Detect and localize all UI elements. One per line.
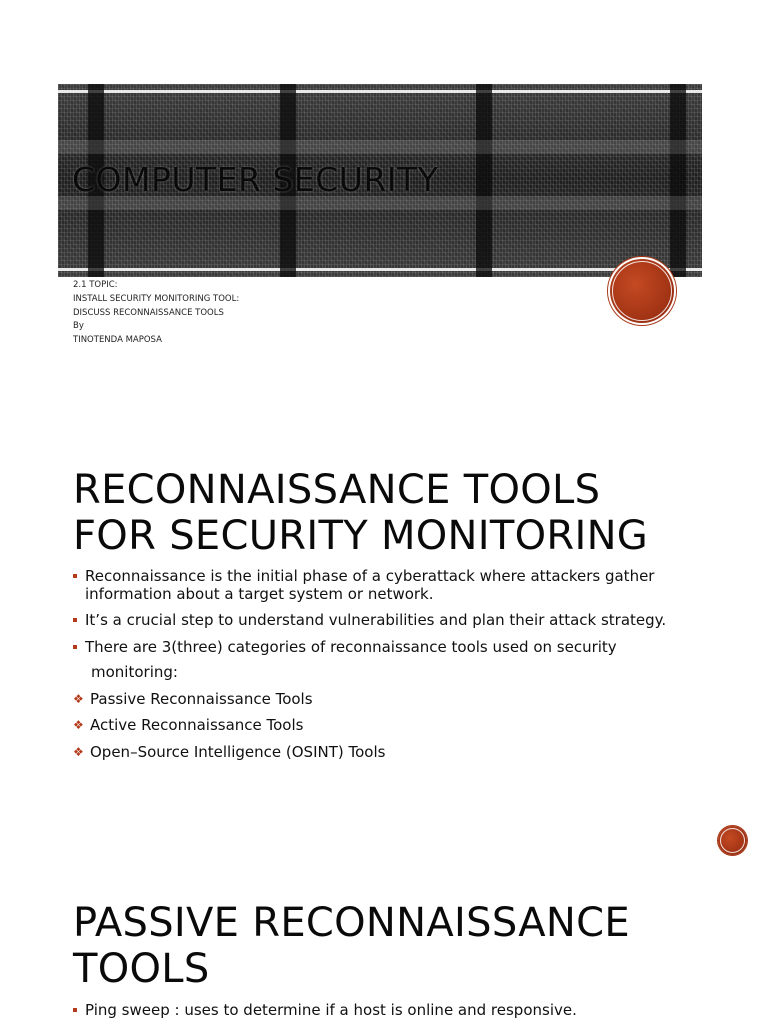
topic-line: DISCUSS RECONNAISSANCE TOOLS (73, 307, 224, 318)
slide3-title-line2: TOOLS (73, 946, 210, 992)
bullet-text: Ping sweep : uses to determine if a host is online and responsive. (85, 1001, 577, 1019)
diamond-bullet-icon: ❖ (73, 744, 84, 759)
list-item (73, 568, 713, 603)
slide1-title: COMPUTER SECURITY (72, 160, 439, 199)
square-bullet-icon (73, 645, 77, 649)
bullet-text: There are 3(three) categories of reconnaissance tools used on security (85, 637, 617, 656)
diamond-bullet-icon: ❖ (73, 691, 84, 706)
circle-decor-icon (718, 826, 747, 855)
slide3-title-line1: PASSIVE RECONNAISSANCE (73, 900, 630, 946)
slide2-title-line2: FOR SECURITY MONITORING (73, 513, 649, 559)
slide2-title-line1: RECONNAISSANCE TOOLS (73, 467, 601, 513)
banner-top-rule (58, 90, 702, 93)
sub-item-text: Open–Source Intelligence (OSINT) Tools (90, 742, 386, 761)
square-bullet-icon (73, 1008, 77, 1012)
sub-item-text: Active Reconnaissance Tools (90, 716, 304, 734)
list-item (73, 612, 713, 630)
bullet-continuation: monitoring: (91, 663, 178, 681)
circle-decor-icon (608, 257, 676, 325)
slide2-bullet-list (73, 568, 713, 770)
diamond-bullet-icon: ❖ (73, 718, 84, 732)
square-bullet-icon (73, 574, 77, 578)
slide3-bullet-list (73, 1002, 713, 1029)
bullet-text: It’s a crucial step to understand vulnerabilities and plan their attack strategy. (85, 611, 667, 629)
bullet-text: Reconnaissance is the initial phase of a cyberattack where attackers gather information about a target system or network. (85, 567, 655, 603)
slide1-subtitle (73, 279, 239, 348)
square-bullet-icon (73, 618, 77, 622)
slide2-title (73, 467, 648, 559)
author-by-line: By (73, 321, 84, 332)
banner-hband (58, 140, 702, 154)
sub-item-text: Passive Reconnaissance Tools (90, 689, 313, 708)
banner-band (476, 84, 492, 277)
topic-line: INSTALL SECURITY MONITORING TOOL: (73, 293, 240, 304)
banner-band (670, 84, 686, 277)
sub-list-item (73, 691, 713, 709)
sub-list-item (73, 744, 713, 762)
sub-list-item (73, 717, 713, 735)
banner-bottom-rule (58, 268, 702, 271)
list-item (73, 1002, 713, 1020)
author-name: TINOTENDA MAPOSA (73, 335, 162, 346)
topic-line: 2.1 TOPIC: (73, 280, 118, 290)
slide3-title (73, 900, 630, 992)
list-item (73, 639, 713, 682)
